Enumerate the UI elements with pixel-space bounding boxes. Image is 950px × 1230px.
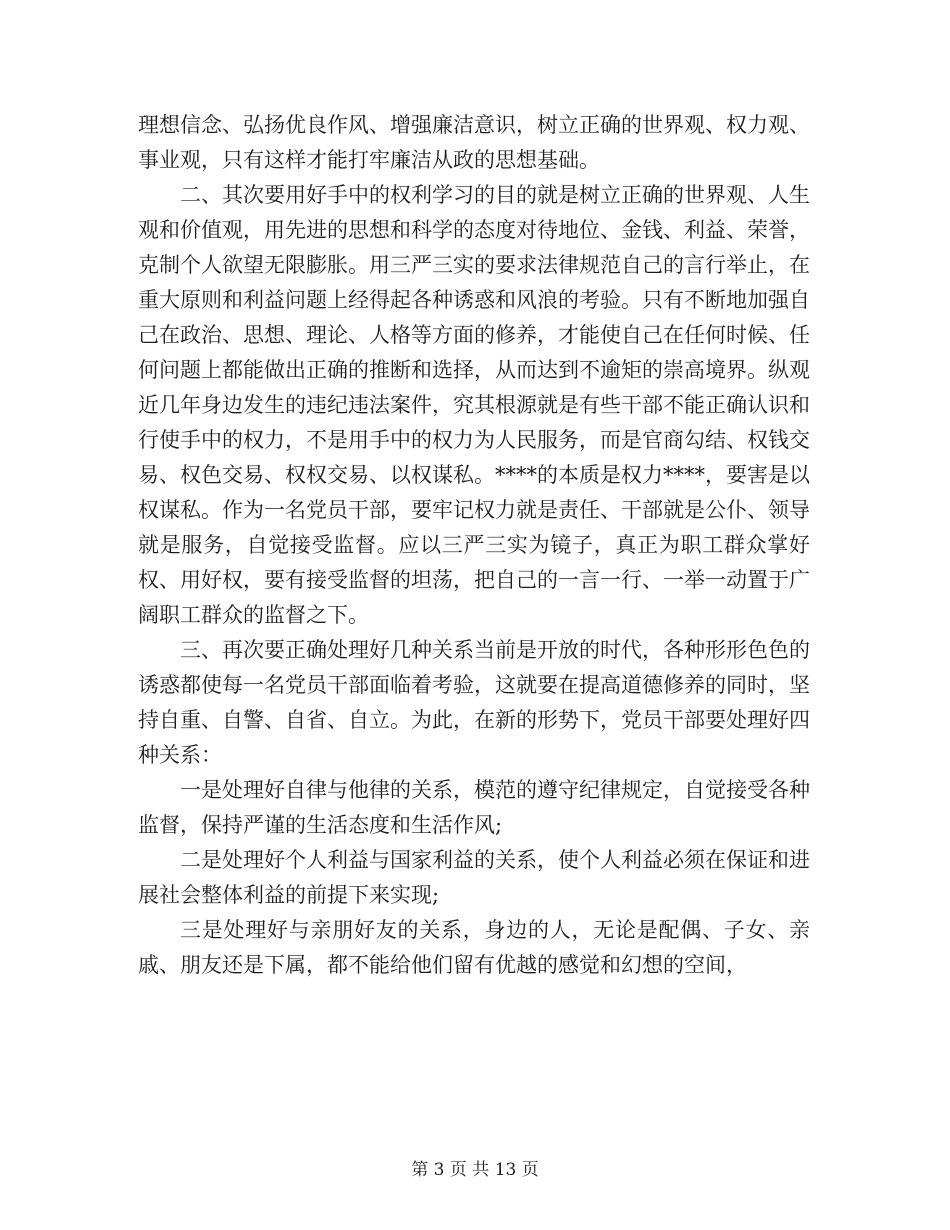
paragraph-section-two: 二、其次要用好手中的权利学习的目的就是树立正确的世界观、人生观和价值观，用先进的思想和科学的态度对待地位、金钱、利益、荣誉，克制个人欲望无限膨胀。用三严三实的要求法律规范自己的言行举止，在重大原则和利益问题上经得起各种诱惑和风浪的考验。只有不断地加强自己在政治、思想、理论、人格等方面的修养，才能使自己在任何时候、任何问题上都能做出正确的推断和选择，从而达到不逾矩的崇高境界。纵观近几年身边发生的违纪违法案件，究其根源就是有些干部不能正确认识和行使手中的权力，不是用手中的权力为人民服务，而是官商勾结、权钱交易、权色交易、权权交易、以权谋私。****的本质是权力****，要害是以权谋私。作为一名党员干部，要牢记权力就是责任、干部就是公仆、领导就是服务，自觉接受监督。应以三严三实为镜子，真正为职工群众掌好权、用好权，要有接受监督的坦荡，把自己的一言一行、一举一动置于广阔职工群众的监督之下。 xyxy=(138,183,810,627)
page-number-footer: 第 3 页 共 13 页 xyxy=(411,1160,539,1180)
paragraph-continuation: 理想信念、弘扬优良作风、增强廉洁意识，树立正确的世界观、权力观、事业观，只有这样才能打牢廉洁从政的思想基础。 xyxy=(138,113,810,172)
paragraph-item-two: 二是处理好个人利益与国家利益的关系，使个人利益必须在保证和进展社会整体利益的前提下来实现; xyxy=(138,848,810,907)
paragraph-section-three: 三、再次要正确处理好几种关系当前是开放的时代，各种形形色色的诱惑都使每一名党员干部面临着考验，这就要在提高道德修养的同时，坚持自重、自警、自省、自立。为此，在新的形势下，党员干部要处理好四种关系： xyxy=(138,638,810,767)
paragraph-item-one: 一是处理好自律与他律的关系，模范的遵守纪律规定，自觉接受各种监督，保持严谨的生活态度和生活作风; xyxy=(138,778,810,837)
paragraph-item-three: 三是处理好与亲朋好友的关系，身边的人，无论是配偶、子女、亲戚、朋友还是下属，都不能给他们留有优越的感觉和幻想的空间， xyxy=(138,918,810,977)
document-body xyxy=(138,108,810,983)
